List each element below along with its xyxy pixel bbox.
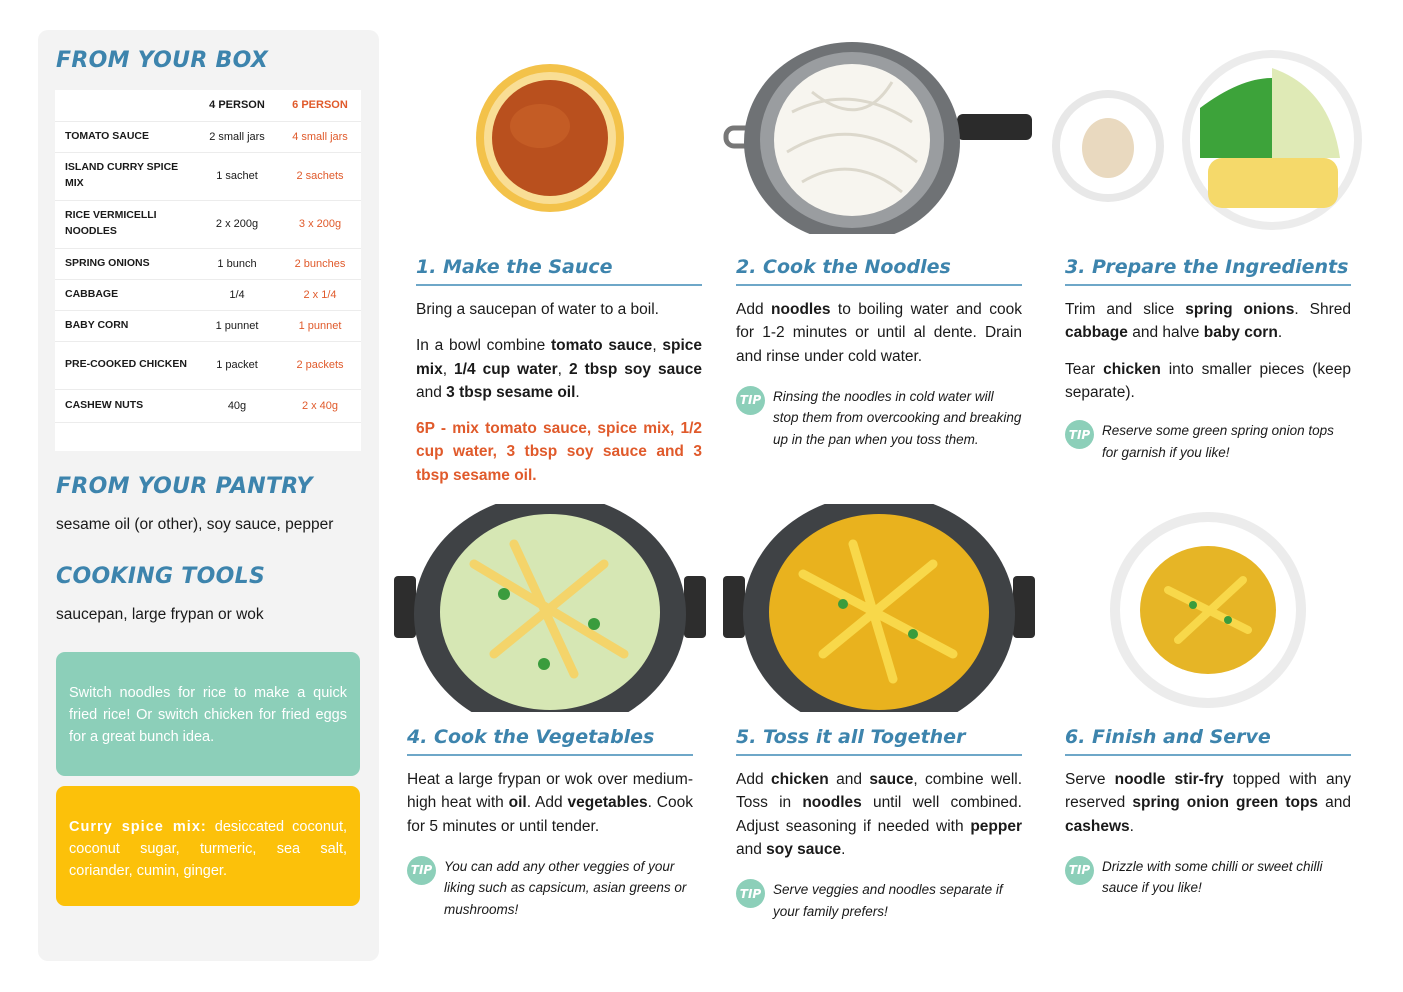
ingredient-name: PRE-COOKED CHICKEN: [55, 341, 195, 389]
step-2-tip: [736, 386, 1022, 451]
step-5-text: [736, 768, 1022, 861]
text-bold: 3 tbsp sesame oil: [446, 383, 576, 401]
sauce-bowl-photo: [470, 60, 630, 215]
step-4-tip: [407, 856, 693, 921]
step-6-text: [1065, 768, 1351, 838]
step-3-tip-text: Reserve some green spring onion tops for garnish if you like!: [1102, 423, 1334, 460]
cook-vegetables-photo: [394, 504, 706, 712]
text-bold: noodles: [802, 794, 862, 812]
spice-mix-info-box: [56, 786, 360, 906]
table-row: [55, 152, 361, 200]
step-4-text: [407, 768, 693, 838]
ingredients-table: [55, 90, 361, 423]
text-bold: tomato sauce: [550, 337, 653, 355]
ingredient-qty-4: 40g: [195, 389, 279, 422]
step-1: [416, 256, 702, 500]
step-1-text-2: [416, 334, 702, 404]
text-run: to boiling water and cook for 1-2 minutes or until al dente. Drain and rinse under cold water.: [736, 301, 1022, 365]
step-5-title: 5. Toss it all Together: [736, 726, 1022, 756]
table-row: [55, 279, 361, 310]
table-header-row: [55, 90, 361, 121]
text-bold: oil: [508, 794, 527, 812]
step-3-title: 3. Prepare the Ingredients: [1065, 256, 1351, 286]
step-5-tip-text: Serve veggies and noodles separate if your family prefers!: [773, 882, 1003, 919]
text-run: Heat a large frypan or wok over medium-high heat with: [407, 771, 693, 812]
step-3-text-2: [1065, 358, 1351, 405]
text-run: In a bowl combine: [416, 337, 551, 355]
step-2: [736, 256, 1022, 450]
step-1-six-person-note: 6P - mix tomato sauce, spice mix, 1/2 cup water, 3 tbsp soy sauce and 3 tbsp sesame oil.: [416, 420, 702, 484]
text-run: and: [1318, 794, 1351, 812]
text-run: ,: [652, 337, 663, 355]
step-4-title: 4. Cook the Vegetables: [407, 726, 693, 756]
table-header-6-person: 6 PERSON: [279, 90, 361, 121]
prepared-ingredients-photo: [1050, 48, 1370, 233]
step-1-text-1: Bring a saucepan of water to a boil.: [416, 301, 659, 318]
ingredient-name: BABY CORN: [55, 310, 195, 341]
ingredient-qty-4: 1 sachet: [195, 152, 279, 200]
text-bold: spring onions: [1185, 301, 1295, 318]
text-bold: sauce: [869, 771, 914, 788]
ingredient-qty-6: 2 bunches: [279, 248, 361, 279]
table-header-cell: [55, 90, 195, 121]
ingredient-qty-4: 1 packet: [195, 341, 279, 389]
from-your-pantry-heading: FROM YOUR PANTRY: [56, 474, 313, 499]
text-bold: pepper: [970, 817, 1022, 835]
ingredient-name: RICE VERMICELLI NOODLES: [55, 200, 195, 248]
spice-mix-ingredients: desiccated coconut, coconut sugar, turmeric, sea salt, coriander, cumin, ginger.: [69, 819, 347, 879]
step-4: [407, 726, 693, 920]
step-5: [736, 726, 1022, 922]
text-run: .: [1129, 817, 1134, 835]
ingredient-name: ISLAND CURRY SPICE MIX: [55, 152, 195, 200]
text-run: ,: [442, 360, 455, 378]
ingredient-name: SPRING ONIONS: [55, 248, 195, 279]
tip-badge-icon: TIP: [736, 879, 765, 908]
pantry-items: sesame oil (or other), soy sauce, pepper: [56, 516, 334, 533]
text-bold: cabbage: [1065, 324, 1128, 342]
table-row: [55, 389, 361, 422]
text-run: topped with any reserved: [1065, 771, 1351, 812]
text-bold: baby corn: [1203, 324, 1278, 342]
step-4-tip-text: You can add any other veggies of your liking such as capsicum, asian greens or mushrooms!: [444, 858, 687, 917]
text-bold: spice mix: [416, 337, 702, 378]
text-run: and halve: [1127, 324, 1204, 342]
ingredient-qty-4: 2 x 200g: [195, 200, 279, 248]
table-header-4-person: 4 PERSON: [195, 90, 279, 121]
text-run: .: [841, 840, 846, 858]
step-2-tip-text: Rinsing the noodles in cold water will stop them from overcooking and breaking up in the pan when you toss them.: [773, 388, 1022, 447]
step-6: [1065, 726, 1351, 899]
step-6-tip-text: Drizzle with some chilli or sweet chilli sauce if you like!: [1102, 858, 1323, 896]
ingredient-qty-6: 2 packets: [279, 341, 361, 389]
ingredient-name: TOMATO SAUCE: [55, 121, 195, 152]
step-2-title: 2. Cook the Noodles: [736, 256, 1022, 286]
text-bold: soy sauce: [766, 840, 842, 858]
spice-mix-label: Curry spice mix:: [69, 819, 207, 835]
text-run: .: [1277, 324, 1283, 342]
cooking-tools-heading: COOKING TOOLS: [56, 564, 266, 589]
ingredient-qty-4: 1 punnet: [195, 310, 279, 341]
table-row: [55, 248, 361, 279]
text-run: Trim and slice: [1065, 301, 1186, 318]
step-3-text-1: [1065, 298, 1351, 345]
finished-dish-photo: [1108, 510, 1308, 710]
text-bold: 1/4 cup water: [454, 360, 558, 378]
text-run: into smaller pieces (keep separate).: [1065, 360, 1351, 401]
text-run: ,: [557, 360, 569, 378]
tip-badge-icon: TIP: [736, 386, 765, 415]
text-bold: noodles: [771, 301, 831, 318]
ingredient-name: CABBAGE: [55, 279, 195, 310]
step-6-tip: [1065, 856, 1351, 899]
toss-together-photo: [723, 504, 1035, 712]
text-run: and: [828, 771, 870, 788]
text-bold: chicken: [1103, 360, 1161, 378]
from-your-box-heading: FROM YOUR BOX: [56, 48, 269, 73]
text-bold: 2 tbsp soy sauce: [568, 360, 702, 378]
text-run: . Cook for 5 minutes or until tender.: [407, 794, 693, 835]
tip-badge-icon: TIP: [407, 856, 436, 885]
ingredient-qty-6: 4 small jars: [279, 121, 361, 152]
step-5-tip: [736, 879, 1022, 922]
tip-badge-icon: TIP: [1065, 420, 1094, 449]
text-run: . Shred: [1294, 301, 1352, 318]
text-run: Add: [736, 771, 771, 788]
step-1-title: 1. Make the Sauce: [416, 256, 702, 286]
text-bold: chicken: [770, 771, 829, 788]
table-row: [55, 200, 361, 248]
text-run: and: [416, 383, 447, 401]
text-bold: noodle stir-fry: [1114, 771, 1224, 788]
text-bold: vegetables: [567, 794, 648, 812]
ingredient-qty-6: 3 x 200g: [279, 200, 361, 248]
text-run: .: [575, 383, 580, 401]
text-run: Tear: [1065, 360, 1104, 378]
ingredient-qty-6: 2 sachets: [279, 152, 361, 200]
ingredients-table-card: [55, 90, 361, 451]
table-row: [55, 310, 361, 341]
ingredient-qty-6: 1 punnet: [279, 310, 361, 341]
step-3: [1065, 256, 1351, 463]
text-run: and: [736, 840, 767, 858]
text-run: Add: [736, 301, 772, 318]
text-run: , combine well. Toss in: [736, 771, 1023, 812]
text-run: . Add: [526, 794, 568, 812]
ingredient-qty-4: 1 bunch: [195, 248, 279, 279]
swap-tip-box: Switch noodles for rice to make a quick fried rice! Or switch chicken for fried eggs for a great bunch idea.: [56, 652, 360, 776]
ingredient-qty-4: 2 small jars: [195, 121, 279, 152]
ingredient-qty-6: 2 x 1/4: [279, 279, 361, 310]
noodles-colander-photo: [722, 42, 1032, 234]
step-6-title: 6. Finish and Serve: [1065, 726, 1351, 756]
ingredient-qty-6: 2 x 40g: [279, 389, 361, 422]
text-run: Serve: [1065, 771, 1115, 788]
text-run: until well combined. Adjust seasoning if needed with: [736, 794, 1022, 835]
text-bold: cashews: [1065, 817, 1130, 835]
cooking-tools-list: saucepan, large frypan or wok: [56, 606, 264, 623]
ingredient-name: CASHEW NUTS: [55, 389, 195, 422]
table-row: [55, 341, 361, 389]
text-bold: spring onion green tops: [1132, 794, 1319, 812]
ingredients-sidebar: [38, 30, 379, 961]
step-2-text: [736, 298, 1022, 368]
step-3-tip: [1065, 420, 1351, 463]
tip-badge-icon: TIP: [1065, 856, 1094, 885]
ingredient-qty-4: 1/4: [195, 279, 279, 310]
table-row: [55, 121, 361, 152]
